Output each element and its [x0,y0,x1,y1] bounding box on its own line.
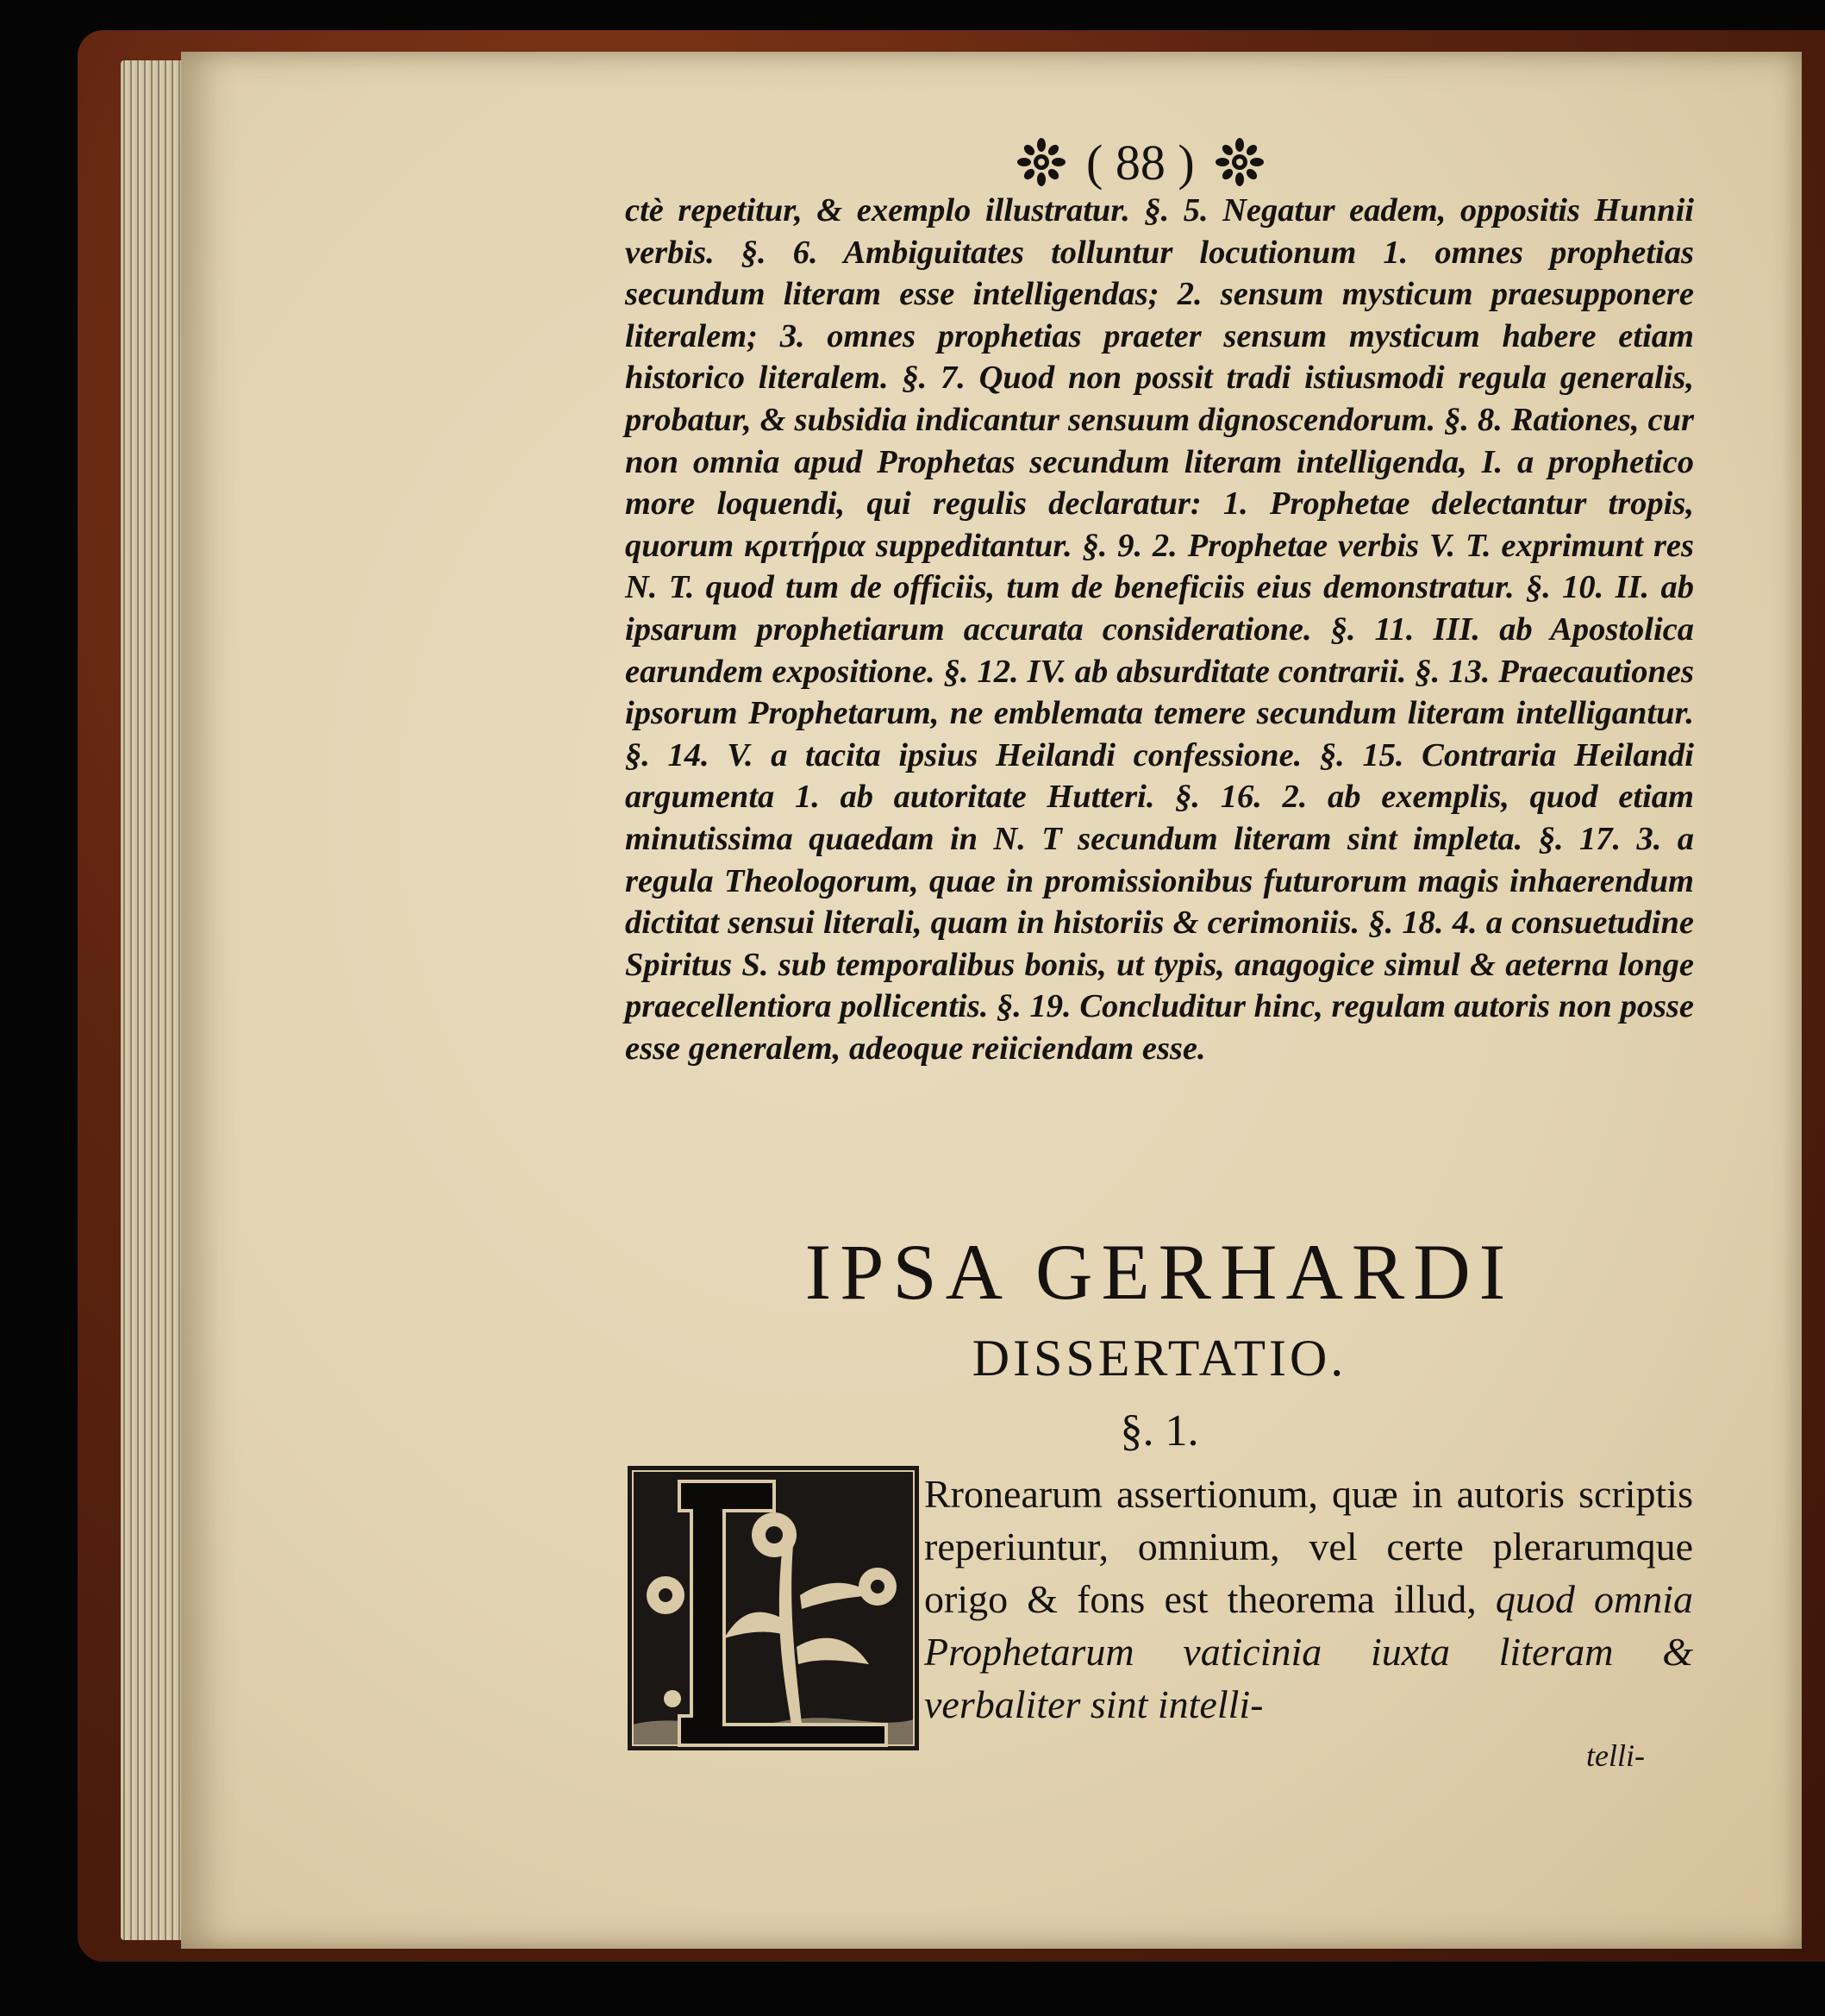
page-number: ( 88 ) [1086,134,1195,191]
section-number: §. 1. [1120,1406,1199,1456]
chapter-synopsis: ctè repetitur, & exemplo illustratur. §. 5. Negatur eadem, oppositis Hunnii verbis. §. 6. Ambiguitates tolluntur locutionum 1. omnes prophetias secundum literam esse intelligendas; 2. sensum mysticum praesupponere literalem; 3. omnes prophetias praeter sensum mysticum habere etiam historico literalem. §. 7. Quod non possit tradi istiusmodi regula generalis, probatur, & subsidia indicantur sensuum dignoscendorum. §. 8. Rationes, cur non omnia apud Prophetas secundum literam intelligenda, I. a prophetico more loquendi, qui regulis declaratur: 1. Prophetae delectantur tropis, quorum κριτήρια suppeditantur. §. 9. 2. Prophetae verbis V. T. exprimunt res N. T. quod tum de officiis, tum de beneficiis eius demonstratur. §. 10. II. ab ipsarum prophetiarum accurata consideratione. §. 11. III. ab Apostolica earundem expositione. §. 12. IV. ab absurditate contrarii. §. 13. Praecautiones ipsorum Prophetarum, ne emblemata temere secundum literam intelligantur. §. 14. V. a tacita ipsius Heilandi confessione. §. 15. Contraria Heilandi argumenta 1. ab autoritate Hutteri. §. 16. 2. ab exemplis, quod etiam minutissima quaedam in N. T secundum literam sint impleta. §. 17. 3. a regula Theologorum, quae in promissionibus futurorum magis inhaerendum dictitat sensui literali, quam in historiis & cerimoniis. §. 18. 4. a consuetudine Spiritus S. sub temporalibus bonis, ut typis, anagogice simul & aeterna longe praecellentiora pollicentis. §. 19. Concluditur hinc, regulam autoris non posse esse generalem, adeoque reiiciendam esse. [625,192,1694,1067]
dissertation-italic-text: quod omnia Prophetarum vaticinia iuxta literam & verbaliter sint intelli- [924,1577,1694,1726]
dissertation-roman-text: Rronearum assertionum, quæ in autoris scriptis reperiuntur, omnium, vel certe plerarumque origo & fons est theorema illud, [924,1472,1693,1621]
dissertation-first-paragraph [924,1468,1693,1731]
catchword: telli- [1586,1738,1645,1773]
rosette-ornament-icon [1216,138,1264,186]
rosette-ornament-icon [1017,138,1066,186]
page-header [1017,128,1264,197]
dissertation-subtitle: DISSERTATIO. [972,1330,1347,1387]
floral-woodcut-initial-icon [628,1466,919,1750]
dissertation-title: IPSA GERHARDI [804,1228,1515,1316]
